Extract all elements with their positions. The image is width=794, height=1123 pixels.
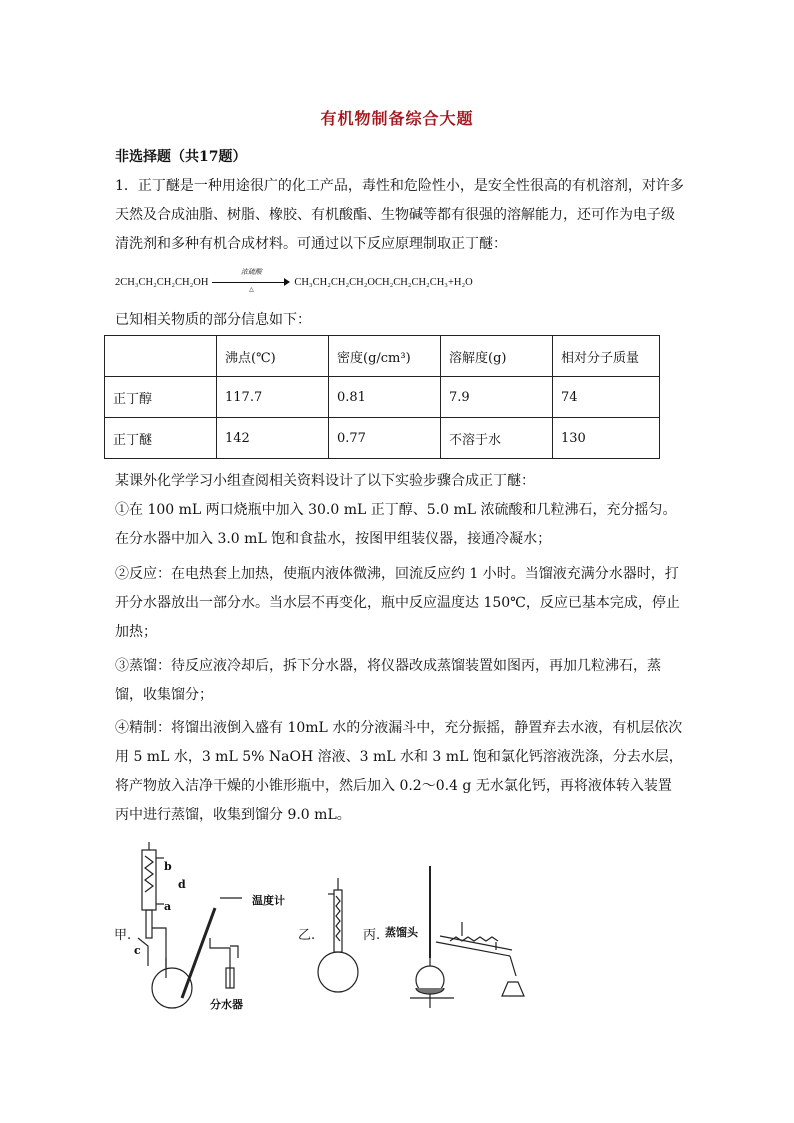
table-header-cell: 溶解度(g) — [441, 336, 553, 377]
separator-tube — [146, 910, 152, 938]
reaction-equation — [115, 268, 473, 293]
section-heading: 非选择题（共17题） — [115, 149, 247, 165]
table-header-cell — [105, 336, 217, 377]
apparatus-figure — [110, 838, 540, 1018]
water-separator-label: 分水器 — [210, 998, 243, 1011]
arrow-condition-above: 浓硫酸 — [240, 268, 262, 276]
table-cell: 142 — [217, 418, 329, 459]
thermometer-jia — [182, 908, 215, 998]
condenser-bing — [436, 942, 510, 956]
apparatus-drawing — [110, 838, 540, 1018]
table-row — [105, 418, 660, 459]
table-header-cell: 沸点(℃) — [217, 336, 329, 377]
known-info-line: 已知相关物质的部分信息如下： — [115, 312, 311, 328]
table-cell: 7.9 — [441, 377, 553, 418]
table-cell: 0.77 — [329, 418, 441, 459]
receiving-flask — [502, 982, 524, 996]
port-a-label: a — [164, 900, 172, 913]
table-cell: 130 — [553, 418, 660, 459]
port-c-label: c — [134, 944, 141, 957]
step-1: ①在 100 mL 两口烧瓶中加入 30.0 mL 正丁醇、5.0 mL 浓硫酸和几粒沸石，充分摇匀。在分水器中加入 3.0 mL 饱和食盐水，按图甲组装仪器，接通冷凝水； — [115, 502, 677, 547]
table-cell: 0.81 — [329, 377, 441, 418]
port-d-label: d — [178, 878, 186, 891]
reaction-arrow — [212, 268, 290, 293]
still-head-label: 蒸馏头 — [385, 926, 418, 939]
table-row — [105, 377, 660, 418]
equation-product: CH₃CH₂CH₂CH₂OCH₂CH₂CH₂CH₃+H₂O — [294, 276, 473, 288]
port-b-label: b — [164, 860, 172, 873]
flask-yi — [318, 952, 358, 992]
arrow-condition-below: △ — [249, 287, 254, 293]
figure-label-yi: 乙. — [298, 928, 316, 943]
properties-table — [104, 335, 660, 459]
thermometer-label: 温度计 — [252, 894, 285, 907]
table-cell: 正丁醇 — [105, 377, 217, 418]
step-4: ④精制：将馏出液倒入盛有 10mL 水的分液漏斗中，充分振摇，静置弃去水液，有机层依次用 5 mL 水，3 mL 5% NaOH 溶液、3 mL 水和 3 mL 饱和氯化钙溶液洗涤，分去水层，将产物放入洁净干燥的小锥形瓶中，然后加入 0.2～0.4 g 无水氯化钙，再将液体转入装置丙中进行蒸馏，收集到馏分 9.0 mL。 — [115, 720, 683, 823]
equation-reactant: 2CH₃CH₂CH₂CH₂OH — [115, 276, 209, 288]
design-line: 某课外化学学习小组查阅相关资料设计了以下实验步骤合成正丁醚： — [115, 473, 535, 489]
step-3: ③蒸馏：待反应液冷却后，拆下分水器，将仪器改成蒸馏装置如图丙，再加几粒沸石，蒸馏，收集馏分； — [115, 658, 661, 703]
table-cell: 正丁醚 — [105, 418, 217, 459]
table-header-cell: 相对分子质量 — [553, 336, 660, 377]
table-header-row — [105, 336, 660, 377]
figure-label-jia: 甲. — [114, 928, 132, 943]
figure-label-bing: 丙. — [363, 928, 381, 943]
question-1-intro: 1．正丁醚是一种用途很广的化工产品，毒性和危险性小，是安全性很高的有机溶剂，对许多天然及合成油脂、树脂、橡胶、有机酸酯、生物碱等都有很强的溶解能力，还可作为电子级清洗剂和多种有机合成材料。可通过以下反应原理制取正丁醚： — [115, 178, 684, 252]
table-header-cell: 密度(g/cm³) — [329, 336, 441, 377]
table-cell: 不溶于水 — [441, 418, 553, 459]
table-cell: 74 — [553, 377, 660, 418]
step-2: ②反应：在电热套上加热，使瓶内液体微沸，回流反应约 1 小时。当馏液充满分水器时，打开分水器放出一部分水。当水层不再变化，瓶中反应温度达 150℃，反应已基本完成，停止加热； — [115, 566, 680, 640]
table-cell: 117.7 — [217, 377, 329, 418]
page-title: 有机物制备综合大题 — [320, 109, 474, 128]
